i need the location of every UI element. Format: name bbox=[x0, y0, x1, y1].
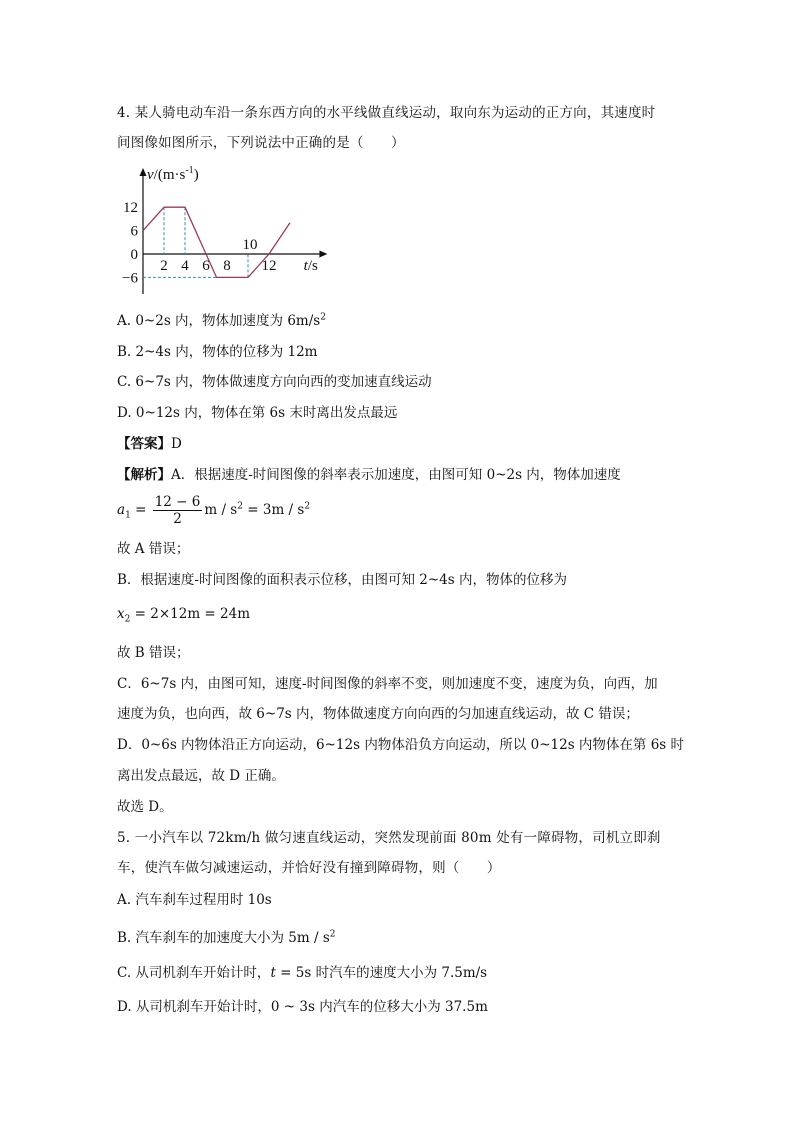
formula-a-lhs: a bbox=[117, 502, 126, 518]
formula-b-rhs: = 2×12m = 24m bbox=[130, 606, 251, 622]
q4-option-b: B. 2~4s 内，物体的位移为 12m bbox=[117, 344, 318, 360]
q4-stem-line1: 4. 某人骑电动车沿一条东西方向的水平线做直线运动，取向东为运动的正方向，其速度时 bbox=[117, 105, 656, 121]
y-axis-label: $v/(m\cdot s^{-1})$ bbox=[147, 165, 199, 183]
analysis-a-text: A．根据速度-时间图像的斜率表示加速度，由图可知 0~2s 内，物体加速度 bbox=[171, 467, 621, 483]
formula-a-sup1: 2 bbox=[237, 501, 243, 512]
q4-analysis-d2: 离出发点最远，故 D 正确。 bbox=[117, 768, 285, 784]
formula-a-den: 2 bbox=[173, 511, 182, 527]
q5-option-a: A. 汽车刹车过程用时 10s bbox=[117, 892, 272, 908]
x-tick-label: 4 bbox=[181, 258, 189, 274]
q4-answer bbox=[117, 434, 182, 454]
formula-a: $a_1$ = $\frac{12 - 6}{2}$ $m / s^2 = 3m / s^2$ bbox=[117, 494, 311, 527]
x-tick-label: 6 bbox=[202, 258, 210, 274]
formula-b-sub: 2 bbox=[124, 614, 131, 625]
q5-option-d: D. 从司机刹车开始计时，0 ~ 3s 内汽车的位移大小为 37.5m bbox=[117, 999, 488, 1015]
velocity-time-chart bbox=[117, 160, 347, 305]
x-axis-label: t/s bbox=[303, 258, 318, 274]
q5-option-b-sup: 2 bbox=[329, 929, 336, 940]
formula-a-rhs2: = 3m / s bbox=[242, 502, 305, 518]
q4-option-a-sup: 2 bbox=[320, 312, 326, 323]
analysis-tag: 【解析】 bbox=[117, 467, 171, 483]
q5-option-b-text: B. 汽车刹车的加速度大小为 5m / s bbox=[117, 930, 330, 946]
q4-option-a bbox=[117, 311, 326, 331]
formula-b bbox=[117, 604, 250, 624]
q5-option-b bbox=[117, 928, 335, 948]
q5-option-c-var: t bbox=[270, 965, 276, 981]
q4-final: 故选 D。 bbox=[117, 799, 173, 815]
y-tick-label: 12 bbox=[123, 200, 138, 217]
y-axis-arrow bbox=[140, 168, 147, 176]
q4-analysis-d1: D．0~6s 内物体沿正方向运动，6~12s 内物体沿负方向运动，所以 0~12s 内物体在第 6s 时 bbox=[117, 737, 685, 753]
x-tick-label: 12 bbox=[261, 258, 277, 274]
formula-a-num: 12 − 6 bbox=[154, 494, 201, 510]
answer-value: D bbox=[171, 436, 182, 452]
formula-a-rhs: m / s bbox=[204, 502, 238, 518]
formula-b-lhs: x bbox=[117, 606, 125, 622]
q4-option-c: C. 6~7s 内，物体做速度方向向西的变加速直线运动 bbox=[117, 374, 432, 390]
formula-a-sup2: 2 bbox=[304, 501, 311, 512]
q4-stem-line2: 间图像如图所示，下列说法中正确的是（ ） bbox=[117, 135, 405, 151]
q5-option-c-pre: C. 从司机刹车开始计时， bbox=[117, 965, 271, 981]
q4-option-d: D. 0~12s 内，物体在第 6s 末时离出发点最远 bbox=[117, 405, 398, 421]
q4-conclusion-a: 故 A 错误； bbox=[117, 541, 190, 557]
y-tick-label: 6 bbox=[130, 223, 138, 240]
q5-stem-line1: 5. 一小汽车以 72km/h 做匀速直线运动，突然发现前面 80m 处有一障碍物，司机立即刹 bbox=[117, 830, 661, 846]
y-tick-label: 0 bbox=[130, 247, 138, 263]
q4-analysis-a bbox=[117, 465, 621, 485]
answer-tag: 【答案】 bbox=[117, 436, 171, 452]
q5-option-c bbox=[117, 963, 487, 983]
x-tick-label-above: 10 bbox=[242, 237, 258, 253]
q4-option-a-text: A. 0~2s 内，物体加速度为 6m/s bbox=[117, 313, 321, 329]
q4-analysis-c2: 速度为负，也向西，故 6~7s 内，物体做速度方向向西的匀加速直线运动，故 C 错误； bbox=[117, 706, 639, 722]
q5-stem-line2: 车，使汽车做匀减速运动，并恰好没有撞到障碍物，则（ ） bbox=[117, 860, 501, 876]
y-tick-label: −6 bbox=[122, 270, 138, 287]
q4-conclusion-b: 故 B 错误； bbox=[117, 645, 190, 661]
x-tick-label: 8 bbox=[223, 258, 231, 274]
q5-option-c-post: = 5s 时汽车的速度大小为 7.5m/s bbox=[275, 965, 488, 981]
formula-a-sub: 1 bbox=[125, 510, 131, 521]
x-axis-arrow bbox=[319, 251, 327, 258]
q4-analysis-c1: C．6~7s 内，由图可知，速度-时间图像的斜率不变，则加速度不变，速度为负，向西，加 bbox=[117, 676, 658, 692]
x-tick-label: 2 bbox=[160, 258, 168, 274]
formula-a-fraction bbox=[153, 494, 203, 527]
q4-analysis-b: B．根据速度-时间图像的面积表示位移，由图可知 2~4s 内，物体的位移为 bbox=[117, 572, 567, 588]
